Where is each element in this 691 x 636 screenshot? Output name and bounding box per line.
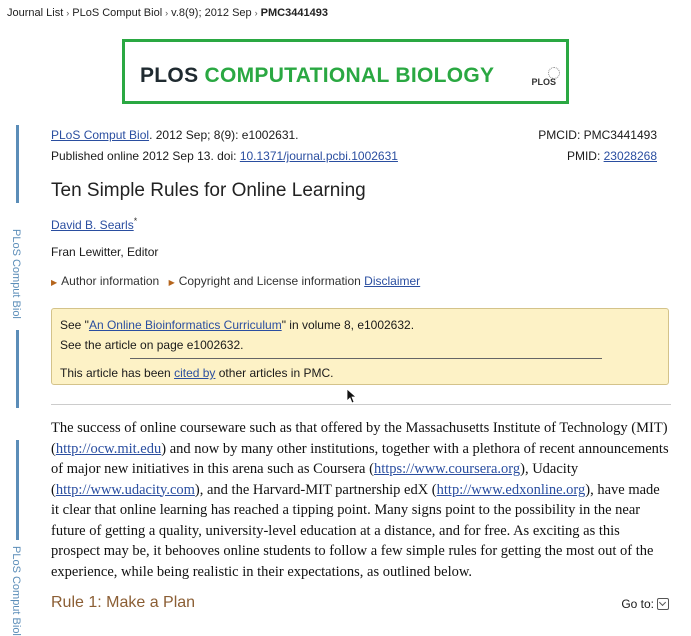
doi-link[interactable]: 10.1371/journal.pcbi.1002631 <box>239 149 398 163</box>
editor-line: Fran Lewitter, Editor <box>51 245 159 259</box>
related-article-notice: See "An Online Bioinformatics Curriculum" in volume 8, e1002632. See the article on page e1002632. This article has been cited by other articles in PMC. <box>51 308 669 385</box>
journal-logo-banner[interactable] <box>122 39 569 104</box>
chevron-right-icon: › <box>66 8 70 18</box>
author-mark: * <box>133 216 138 226</box>
triangle-right-icon: ▶ <box>168 278 175 287</box>
side-bar-bottom <box>16 330 19 408</box>
citation-journal-link[interactable]: PLoS Comput Biol <box>51 128 150 142</box>
side-journal-label: PLoS Comput Biol <box>10 229 22 319</box>
pmcid: PMCID: PMC3441493 <box>538 128 657 142</box>
disclaimer-link[interactable]: Disclaimer <box>364 274 421 288</box>
triangle-right-icon: ▶ <box>51 278 58 287</box>
pmid-link[interactable]: 23028268 <box>603 149 657 163</box>
article-info-links <box>51 274 420 288</box>
breadcrumb-journal[interactable]: PLoS Comput Biol <box>72 7 163 19</box>
chevron-down-icon <box>657 598 669 610</box>
article-abstract-paragraph: The success of online courseware such as that offered by the Massachusetts Institute of Technology (MIT) (http://ocw.mit.edu) and now by many other institutions, together with a plethora of recent announcements of major new initiatives in this arena such as Coursera (https://www.coursera.org), Udacity (http://www.udacity.com), and the Harvard-MIT partnership edX (http://www.edxonline.org), have made it clear that online learning has reached a tipping point. Many signs point to the possibility in the near future of getting a quality, university-level education at a distance, and for free. As exciting as this prospect may be, it behooves online students to follow a few simple rules for getting the most out of the experience, while being realistic in their expectations, as outlined below. <box>51 420 669 580</box>
side-journal-label-lower: PLoS Comput Biol <box>10 546 22 636</box>
identifiers-block: PMCID: PMC3441493 PMID: 23028268 <box>538 125 657 167</box>
side-bar-top <box>16 125 19 203</box>
chevron-right-icon: › <box>254 8 258 18</box>
breadcrumb-journal-list[interactable]: Journal List <box>7 7 64 19</box>
side-journal-tab[interactable] <box>10 125 30 345</box>
logo-text: PLOS COMPUTATIONAL BIOLOGY <box>140 64 495 87</box>
breadcrumb <box>7 7 328 19</box>
author-link[interactable]: David B. Searls <box>51 218 134 232</box>
mit-ocw-link[interactable]: http://ocw.mit.edu <box>55 440 162 457</box>
udacity-link[interactable]: http://www.udacity.com <box>55 481 195 498</box>
chevron-right-icon: › <box>165 8 169 18</box>
article-title: Ten Simple Rules for Online Learning <box>51 180 366 201</box>
side-journal-tab-lower[interactable] <box>10 440 30 636</box>
related-article-link[interactable]: An Online Bioinformatics Curriculum <box>88 318 282 332</box>
section-divider <box>51 404 671 405</box>
plos-mark-icon: PLOS <box>531 77 556 87</box>
coursera-link[interactable]: https://www.coursera.org <box>373 461 521 477</box>
cited-by-link[interactable]: cited by <box>174 366 216 380</box>
notice-divider <box>130 358 602 359</box>
section-heading: Rule 1: Make a Plan <box>51 594 196 611</box>
goto-menu[interactable]: Go to: <box>621 597 669 611</box>
author-information-toggle[interactable]: Author information <box>61 274 160 288</box>
citation-block: PLoS Comput Biol. 2012 Sep; 8(9): e1002631. Published online 2012 Sep 13. doi: 10.1371/journal.pcbi.1002631 <box>51 128 398 163</box>
breadcrumb-current: PMC3441493 <box>260 7 328 19</box>
copyright-toggle[interactable]: Copyright and License information <box>178 274 361 288</box>
edx-link[interactable]: http://www.edxonline.org <box>436 481 586 498</box>
author-line <box>51 216 137 232</box>
side-bar-lower <box>16 440 19 540</box>
page-note: See the article on page e1002632. <box>60 338 244 352</box>
breadcrumb-volume[interactable]: v.8(9); 2012 Sep <box>171 7 252 19</box>
